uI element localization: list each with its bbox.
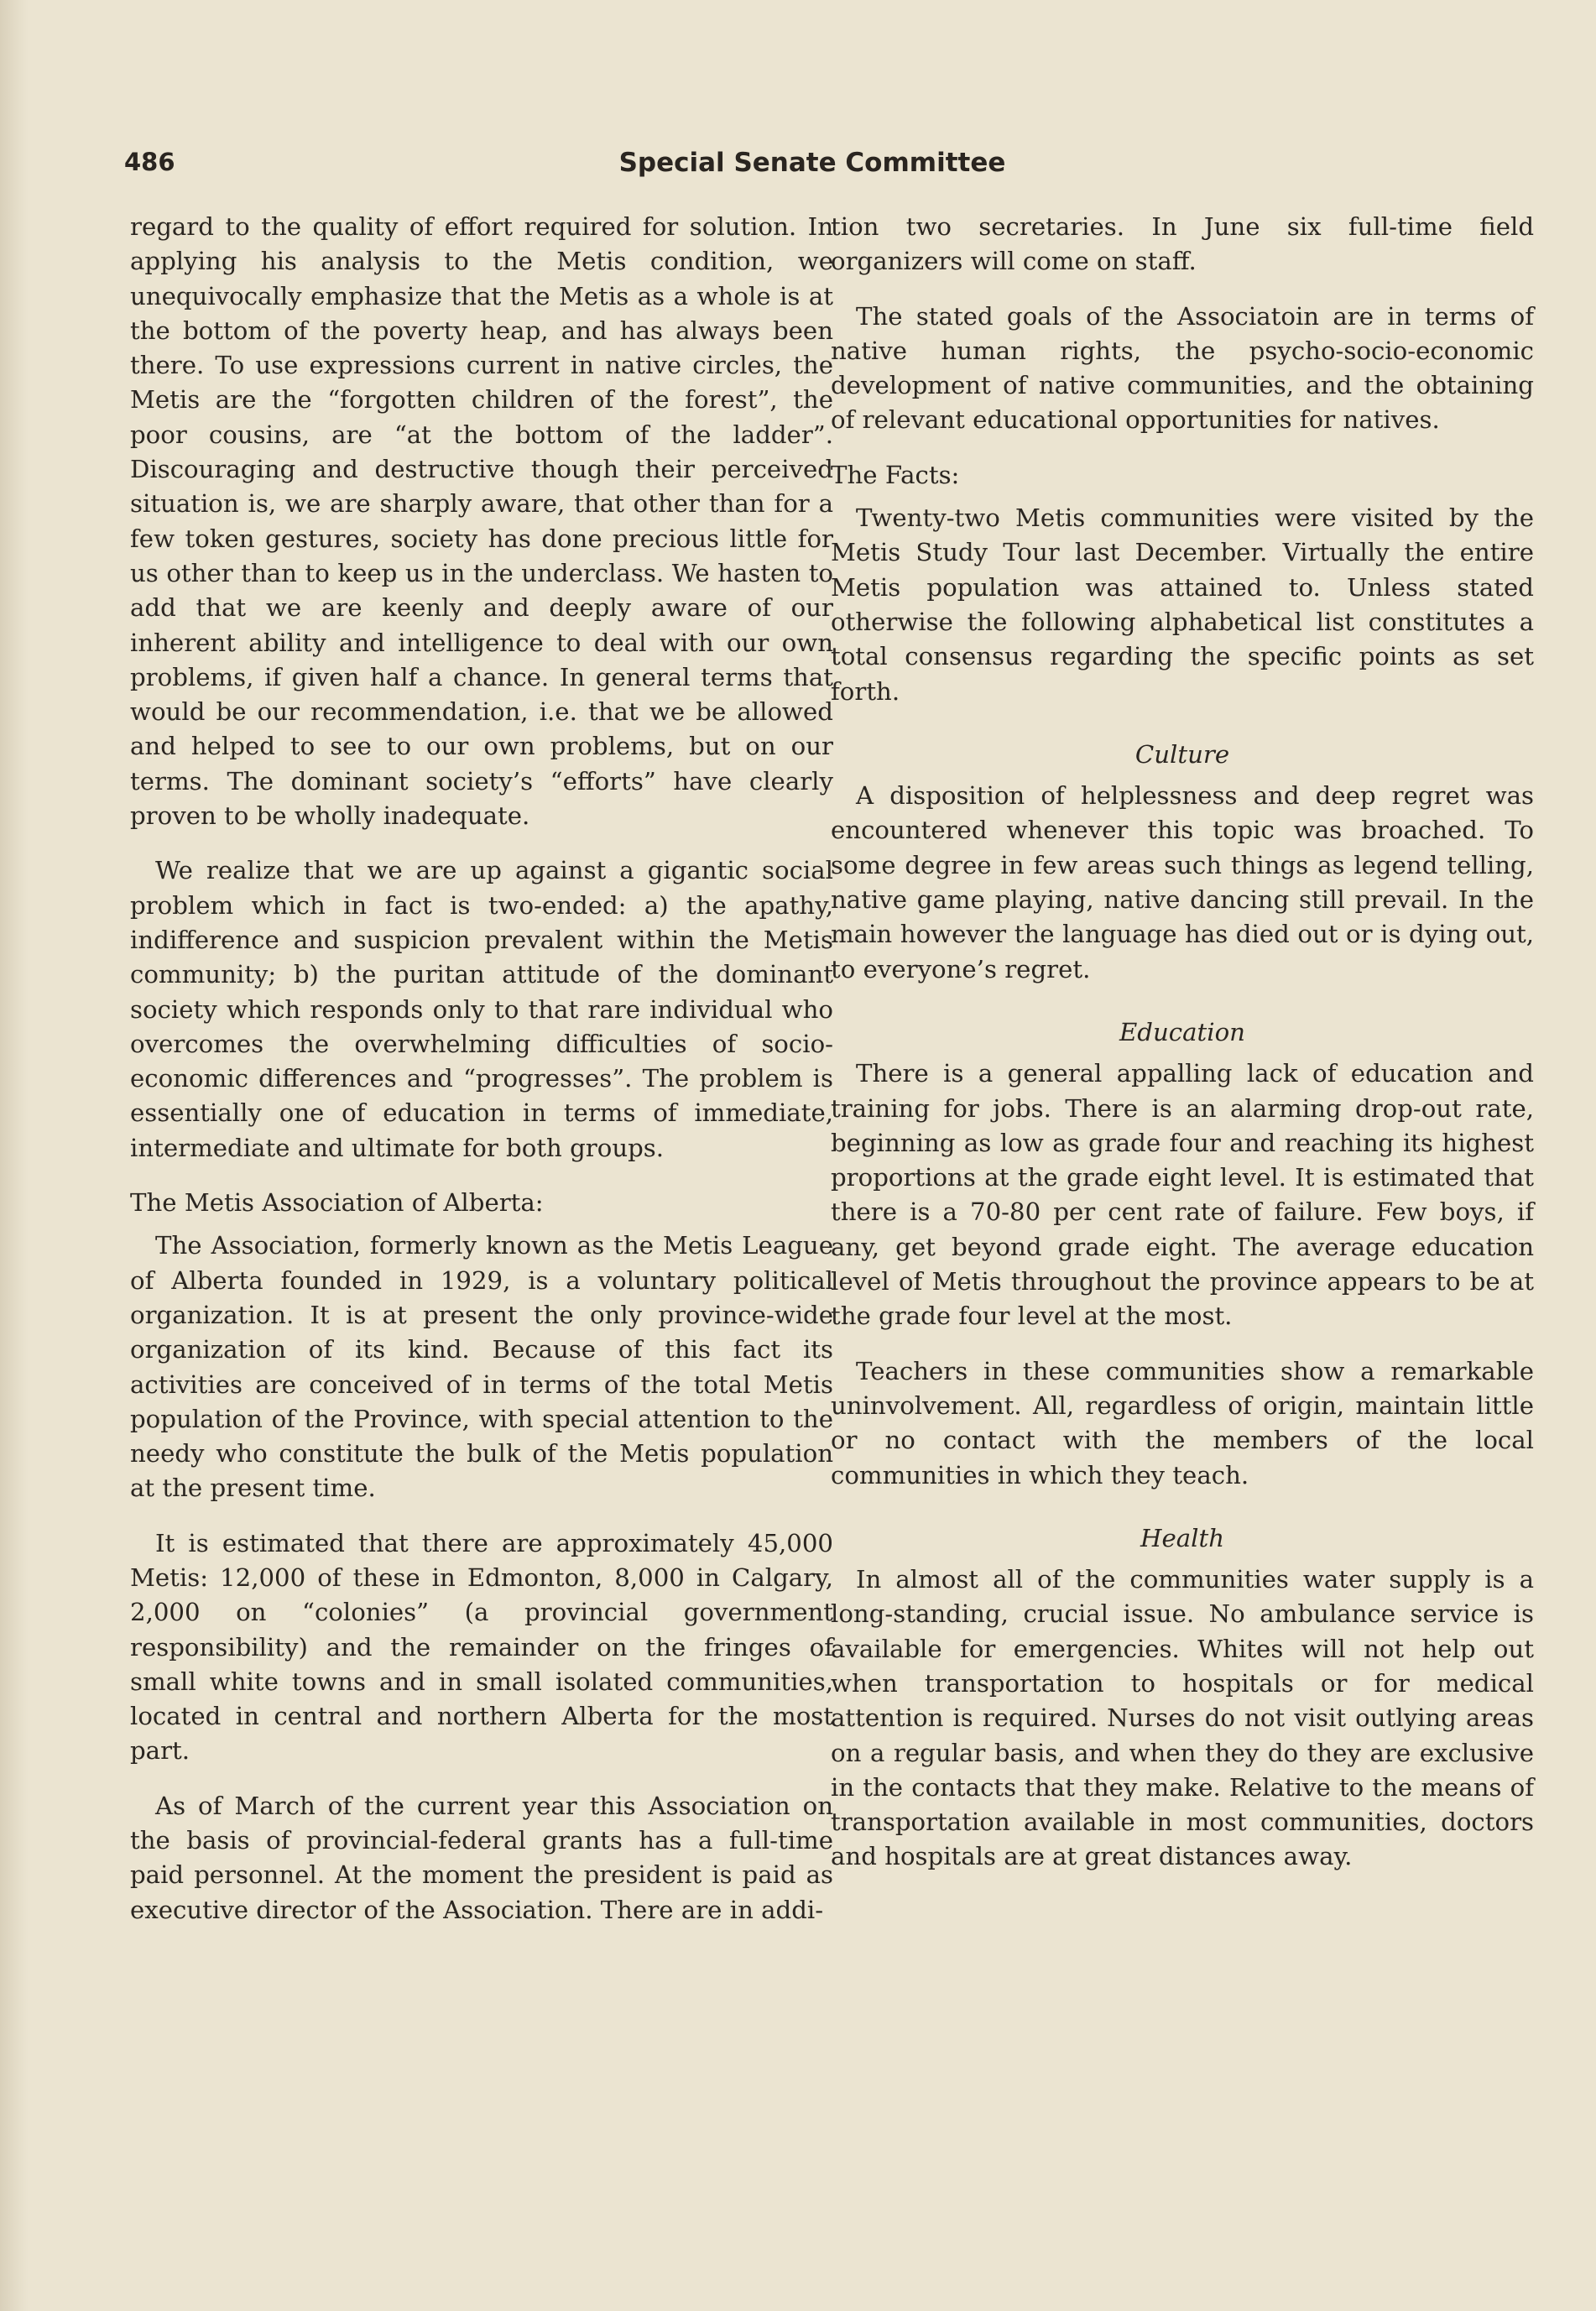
- page-header: [124, 148, 1500, 190]
- paragraph: We realize that we are up against a gigantic social problem which in fact is two-ended: a) the apathy, indifference and suspicion prevalent within the Metis community; b) the puritan attitude of the dominant society which responds only to that rare individual who overcomes the overwhelming difficulties of socio-economic differences and “progresses”. The problem is essentially one of education in terms of immediate, intermediate and ultimate for both groups.: [130, 856, 833, 1162]
- page-number: 486: [124, 148, 175, 176]
- section-heading: The Metis Association of Alberta:: [130, 1188, 544, 1218]
- left-column: [130, 210, 833, 1948]
- paragraph: As of March of the current year this Association on the basis of provincial-federal grants has a full-time paid personnel. At the moment the president is paid as executive director of the Association. There are in addi-: [130, 1791, 833, 1924]
- paragraph: The stated goals of the Associatoin are in terms of native human rights, the psycho-socio-economic development of native communities, and the obtaining of relevant educational opportunities for natives.: [831, 301, 1534, 435]
- paragraph: There is a general appalling lack of education and training for jobs. There is an alarming drop-out rate, beginning as low as grade four and reaching its highest proportions at the grade eight level. It is estimated that there is a 70-80 per cent rate of failure. Few boys, if any, get beyond grade eight. The average education level of Metis throughout the province appears to be at the grade four level at the most.: [831, 1059, 1534, 1331]
- subsection-heading-health: Health: [1140, 1523, 1224, 1552]
- paragraph: A disposition of helplessness and deep regret was encountered whenever this topic was broached. To some degree in few areas such things as legend telling, native game playing, native dancing still prevail. In the main however the language has died out or is dying out, to everyone’s regret.: [831, 781, 1534, 983]
- subsection-heading-education: Education: [1119, 1017, 1245, 1046]
- subsection-heading-culture: Culture: [1134, 739, 1230, 769]
- paragraph: tion two secretaries. In June six full-time field organizers will come on staff.: [831, 212, 1534, 276]
- running-head: Special Senate Committee: [618, 148, 1006, 178]
- paragraph: The Association, formerly known as the Metis League of Alberta founded in 1929, is a voluntary political organization. It is at present the only province-wide organization of its kind. Because of this fact its activities are conceived of in terms of the total Metis population of the Province, with special attention to the needy who constitute the bulk of the Metis population at the present time.: [130, 1231, 833, 1503]
- paragraph: In almost all of the communities water supply is a long-standing, crucial issue. No ambulance service is available for emergencies. Whites will not help out when transportation to hospitals or for medical attention is required. Nurses do not visit outlying areas on a regular basis, and when they do they are exclusive in the contacts that they make. Relative to the means of transportation available in most communities, doctors and hospitals are at great distances away.: [831, 1565, 1534, 1871]
- paragraph: regard to the quality of effort required for solution. In applying his analysis to the Metis condition, we unequivocally emphasize that the Metis as a whole is at the bottom of the poverty heap, and has always been there. To use expressions current in native circles, the Metis are the “forgotten children of the forest”, the poor cousins, are “at the bottom of the ladder”. Discouraging and destructive though their perceived situation is, we are sharply aware, that other than for a few token gestures, society has done precious little for us other than to keep us in the underclass. We hasten to add that we are keenly and deeply aware of our inherent ability and intelligence to deal with our own problems, if given half a chance. In general terms that would be our recommendation, i.e. that we be allowed and helped to see to our own problems, but on our terms. The dominant society’s “efforts” have clearly proven to be wholly inadequate.: [130, 212, 833, 831]
- right-column: [831, 210, 1534, 1895]
- paragraph: Twenty-two Metis communities were visited by the Metis Study Tour last December. Virtually the entire Metis population was attained to. Unless stated otherwise the following alphabetical list constitutes a total consensus regarding the specific points as set forth.: [831, 503, 1534, 706]
- paragraph: Teachers in these communities show a remarkable uninvolvement. All, regardless of origin, maintain little or no contact with the members of the local communities in which they teach.: [831, 1356, 1534, 1489]
- section-heading: The Facts:: [831, 460, 960, 489]
- page-gutter: [0, 0, 29, 2311]
- paragraph: It is estimated that there are approximately 45,000 Metis: 12,000 of these in Edmonton, 8,000 in Calgary, 2,000 on “colonies” (a provincial government responsibility) and the remainder on the fringes of small white towns and in small isolated communities, located in central and northern Alberta for the most part.: [130, 1528, 833, 1766]
